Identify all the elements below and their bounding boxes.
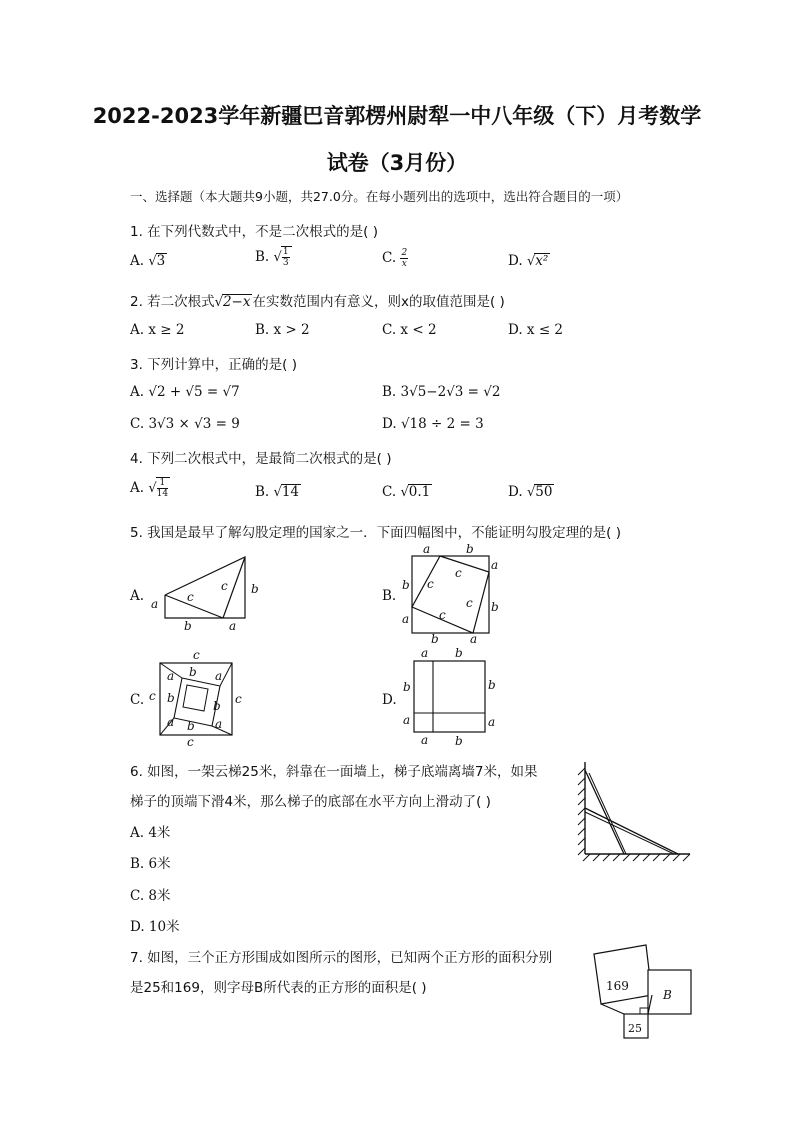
q2-stem: 2. 若二次根式√2−x 在实数范围内有意义，则x的取值范围是( ) [130,294,505,310]
q3-d-expr: √18 ÷ 2 = 3 [400,416,484,432]
q2-option-c: C. x < 2 [382,322,437,338]
q6-option-d: D. 10米 [130,919,180,935]
q1-option-a: A. √3 [130,253,166,269]
q5c-a3: a [167,715,175,729]
q5-option-c-label: C. [130,692,145,708]
q4-option-c: C. √0.1 [382,484,431,500]
q5a-label-a: a [151,597,159,611]
q5b-left-b: b [402,578,410,592]
q7-stem-line1: 7. 如图，三个正方形围成如图所示的图形，已知两个正方形的面积分别 [130,950,553,966]
q5-option-d-label: D. [382,692,397,708]
q5b-c2: c [455,566,462,580]
q2-option-a: A. x ≥ 2 [130,322,185,338]
q7-squares-figure [572,942,697,1042]
q1-stem: 1. 在下列代数式中，不是二次根式的是( ) [130,224,378,240]
q1-b-num: 1 [282,247,289,257]
q2-option-b: B. x > 2 [255,322,310,338]
q5b-top-b: b [466,542,474,556]
q5d-bottom-a: a [421,733,429,747]
q5c-a1: a [167,669,175,683]
q3-option-a [130,384,240,400]
q4-stem: 4. 下列二次根式中，是最简二次根式的是( ) [130,451,392,467]
q4-c-label: C. [382,484,397,500]
q5b-c1: c [427,577,434,591]
q3-option-d [382,416,484,432]
q1-c-label: C. [382,250,397,266]
q5d-left-b: b [403,680,411,694]
q5-option-a-label: A. [130,588,145,604]
q3-a-expr: √2 + √5 = √7 [148,384,240,400]
q1-a-radicand: 3 [156,253,166,269]
q3-c-expr: 3√3 × √3 = 9 [148,416,240,432]
q5a-label-c2: c [221,579,228,593]
q2-stem-post: 在实数范围内有意义，则x的取值范围是( ) [252,294,505,310]
q5b-top-a: a [423,542,431,556]
q6-stem-line2: 梯子的顶端下滑4米，那么梯子的底部在水平方向上滑动了( ) [130,794,491,810]
q5a-label-c1: c [187,590,194,604]
q5c-top-c: c [193,648,200,662]
q6-option-a: A. 4米 [130,825,171,841]
q5d-top-b: b [455,646,463,660]
q1-c-num: 2 [401,248,408,258]
q6-ladder-figure [570,758,695,863]
q5c-b4: b [187,719,195,733]
q4-b-radicand: 14 [281,484,299,500]
q3-c-label: C. [130,416,145,432]
q5b-bottom-a: a [470,632,478,646]
q5b-left-a: a [402,612,410,626]
q2-stem-radicand: 2−x [222,294,251,310]
q1-option-b: B. √ $\frac{1}{3}$ [255,246,292,268]
q5c-a2: a [215,669,223,683]
q1-c-den: x [401,259,407,269]
q3-a-label: A. [130,384,145,400]
q5-option-b-label: B. [382,588,397,604]
q5c-b1: b [189,665,197,679]
q7-label-169: 169 [606,979,629,993]
q1-option-d: D. √x² [508,253,549,269]
q3-option-c [130,416,240,432]
q7-label-b: B [663,988,672,1002]
q4-d-radicand: 50 [535,484,553,500]
q4-c-radicand: 0.1 [408,484,431,500]
q5a-label-a2: a [229,619,237,633]
q5b-c3: c [466,596,473,610]
q3-b-label: B. [382,384,397,400]
section-header: 一、选择题（本大题共9小题，共27.0分。在每小题列出的选项中，选出符合题目的一项） [130,189,629,204]
q4-option-a: A. √ $\frac{1}{14}$ [130,478,169,499]
q5-figure-b [397,541,507,646]
q5c-a4: a [215,717,223,731]
q3-stem: 3. 下列计算中，正确的是( ) [130,357,297,373]
q4-a-den: 14 [156,489,169,499]
paper-title-line1: 2022-2023学年新疆巴音郭楞州尉犁一中八年级（下）月考数学 [92,104,702,128]
q3-d-label: D. [382,416,397,432]
q4-option-b: B. √14 [255,484,299,500]
q5b-right-b: b [491,600,499,614]
q4-a-label: A. [130,480,145,496]
q5c-bottom-c: c [187,735,194,748]
q1-b-den: 3 [282,258,289,268]
q5-stem: 5. 我国是最早了解勾股定理的国家之一．下面四幅图中，不能证明勾股定理的是( ) [130,525,621,541]
q7-label-25: 25 [628,1022,642,1035]
q1-d-radicand: x² [535,253,549,269]
q5-figure-d [397,645,502,750]
q5a-label-b1: b [251,582,259,596]
q5c-right-c: c [235,692,242,706]
q1-d-label: D. [508,253,523,269]
q7-stem-line2: 是25和169，则字母B所代表的正方形的面积是( ) [130,980,427,996]
q5d-right-b: b [488,678,496,692]
q6-option-b: B. 6米 [130,856,171,872]
q3-b-expr: 3√5−2√3 = √2 [400,384,501,400]
q3-option-b [382,384,500,400]
q5-figure-c [145,648,250,748]
q5b-right-a: a [491,558,499,572]
paper-title-line2: 试卷（3月份） [326,151,468,175]
q5-figure-a [145,550,270,635]
q4-a-num: 1 [157,478,168,489]
q4-b-label: B. [255,484,270,500]
q5b-c4: c [439,608,446,622]
q5c-b2: b [167,691,175,705]
q5c-left-c: c [149,689,156,703]
q1-a-label: A. [130,253,145,269]
q5d-bottom-b: b [455,734,463,748]
q5b-bottom-b: b [431,632,439,646]
q5d-right-a: a [488,715,496,729]
q6-option-c: C. 8米 [130,888,171,904]
q5a-label-b2: b [184,619,192,633]
q5d-top-a: a [421,646,429,660]
q5c-b3: b [213,699,221,713]
q2-stem-pre: 2. 若二次根式 [130,294,215,310]
q4-d-label: D. [508,484,523,500]
q4-option-d: D. √50 [508,484,553,500]
q5d-left-a: a [403,713,411,727]
q2-option-d: D. x ≤ 2 [508,322,564,338]
q1-b-label: B. [255,249,270,265]
q6-stem-line1: 6. 如图，一架云梯25米，斜靠在一面墙上，梯子底端离墙7米，如果 [130,764,538,780]
q1-option-c [382,248,408,269]
